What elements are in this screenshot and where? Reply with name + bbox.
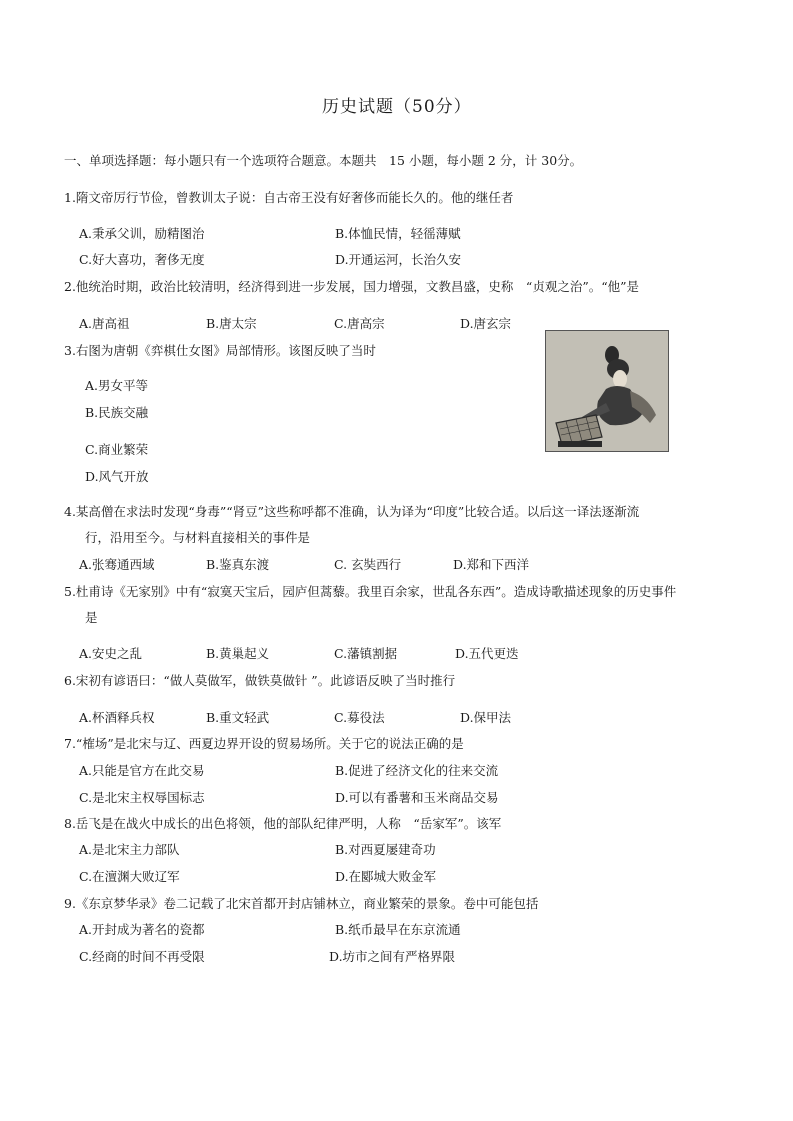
q1-stem: 1.隋文帝厉行节俭，曾教训太子说：自古帝王没有好奢侈而能长久的。他的继任者: [64, 190, 514, 205]
q9-option-d: D.坊市之间有严格界限: [329, 949, 456, 964]
q2-option-b: B.唐太宗: [206, 316, 257, 331]
q9-option-b: B.纸币最早在东京流通: [335, 922, 461, 937]
q4-stem-line1: 4.某高僧在求法时发现“身毒”“肾豆”这些称呼都不准确，认为译为“印度”比较合适。以后这一译法逐渐流: [64, 504, 640, 519]
q3-stem: 3.右图为唐朝《弈棋仕女图》局部情形。该图反映了当时: [64, 343, 376, 358]
q1-option-b: B.体恤民情，轻徭薄赋: [335, 226, 461, 241]
q5-stem-line1: 5.杜甫诗《无家别》中有“寂寞天宝后，园庐但蒿藜。我里百余家，世乱各东西”。造成诗歌描述现象的历史事件: [64, 584, 677, 599]
q8-option-a: A.是北宋主力部队: [79, 842, 180, 857]
q4-option-b: B.鉴真东渡: [206, 557, 270, 572]
q2-option-c: C.唐高宗: [334, 316, 385, 331]
q6-option-d: D.保甲法: [460, 710, 512, 725]
painting-image: [545, 330, 669, 452]
q8-option-b: B.对西夏屡建奇功: [335, 842, 436, 857]
q9-stem: 9.《东京梦华录》卷二记载了北宋首都开封店铺林立，商业繁荣的景象。卷中可能包括: [64, 896, 539, 911]
q6-stem: 6.宋初有谚语曰：“做人莫做军，做铁莫做针 ”。此谚语反映了当时推行: [64, 673, 456, 688]
q5-option-a: A.安史之乱: [79, 646, 143, 661]
q7-option-b: B.促进了经济文化的往来交流: [335, 763, 499, 778]
q2-option-a: A.唐高祖: [79, 316, 130, 331]
q4-stem-line2: 行，沿用至今。与材料直接相关的事件是: [85, 530, 311, 545]
q3-option-d: D.风气开放: [85, 469, 149, 484]
q6-option-c: C.募役法: [334, 710, 385, 725]
page-title: 历史试题（50分）: [322, 97, 472, 117]
q8-option-c: C.在澶渊大败辽军: [79, 869, 180, 884]
q7-option-a: A.只能是官方在此交易: [79, 763, 205, 778]
q3-option-a: A.男女平等: [85, 378, 149, 393]
q8-stem: 8.岳飞是在战火中成长的出色将领，他的部队纪律严明，人称 “岳家军”。该军: [64, 816, 502, 831]
q1-option-a: A.秉承父训，励精图治: [79, 226, 205, 241]
q4-option-a: A.张骞通西域: [79, 557, 155, 572]
q8-option-d: D.在郾城大败金军: [335, 869, 437, 884]
q5-stem-line2: 是: [85, 610, 98, 625]
q3-option-c: C.商业繁荣: [85, 442, 149, 457]
q3-option-b: B.民族交融: [85, 405, 149, 420]
q4-option-c: C. 玄奘西行: [334, 557, 402, 572]
q6-option-b: B.重文轻武: [206, 710, 270, 725]
q7-option-d: D.可以有番薯和玉米商品交易: [335, 790, 499, 805]
q5-option-d: D.五代更迭: [455, 646, 519, 661]
q7-stem: 7.“榷场”是北宋与辽、西夏边界开设的贸易场所。关于它的说法正确的是: [64, 736, 464, 751]
q2-stem: 2.他统治时期，政治比较清明，经济得到进一步发展，国力增强，文教昌盛，史称 “贞观之治”。“他”是: [64, 279, 639, 294]
q9-option-c: C.经商的时间不再受限: [79, 949, 205, 964]
q5-option-c: C.藩镇割据: [334, 646, 398, 661]
q2-option-d: D.唐玄宗: [460, 316, 512, 331]
q9-option-a: A.开封成为著名的瓷都: [79, 922, 205, 937]
q1-option-c: C.好大喜功，奢侈无度: [79, 252, 205, 267]
q4-option-d: D.郑和下西洋: [453, 557, 530, 572]
section-heading: 一、单项选择题：每小题只有一个选项符合题意。本题共 15 小题，每小题 2 分，计 30分。: [64, 153, 583, 168]
q7-option-c: C.是北宋主权辱国标志: [79, 790, 205, 805]
q5-option-b: B.黄巢起义: [206, 646, 270, 661]
q1-option-d: D.开通运河，长治久安: [335, 252, 462, 267]
q6-option-a: A.杯酒释兵权: [79, 710, 155, 725]
